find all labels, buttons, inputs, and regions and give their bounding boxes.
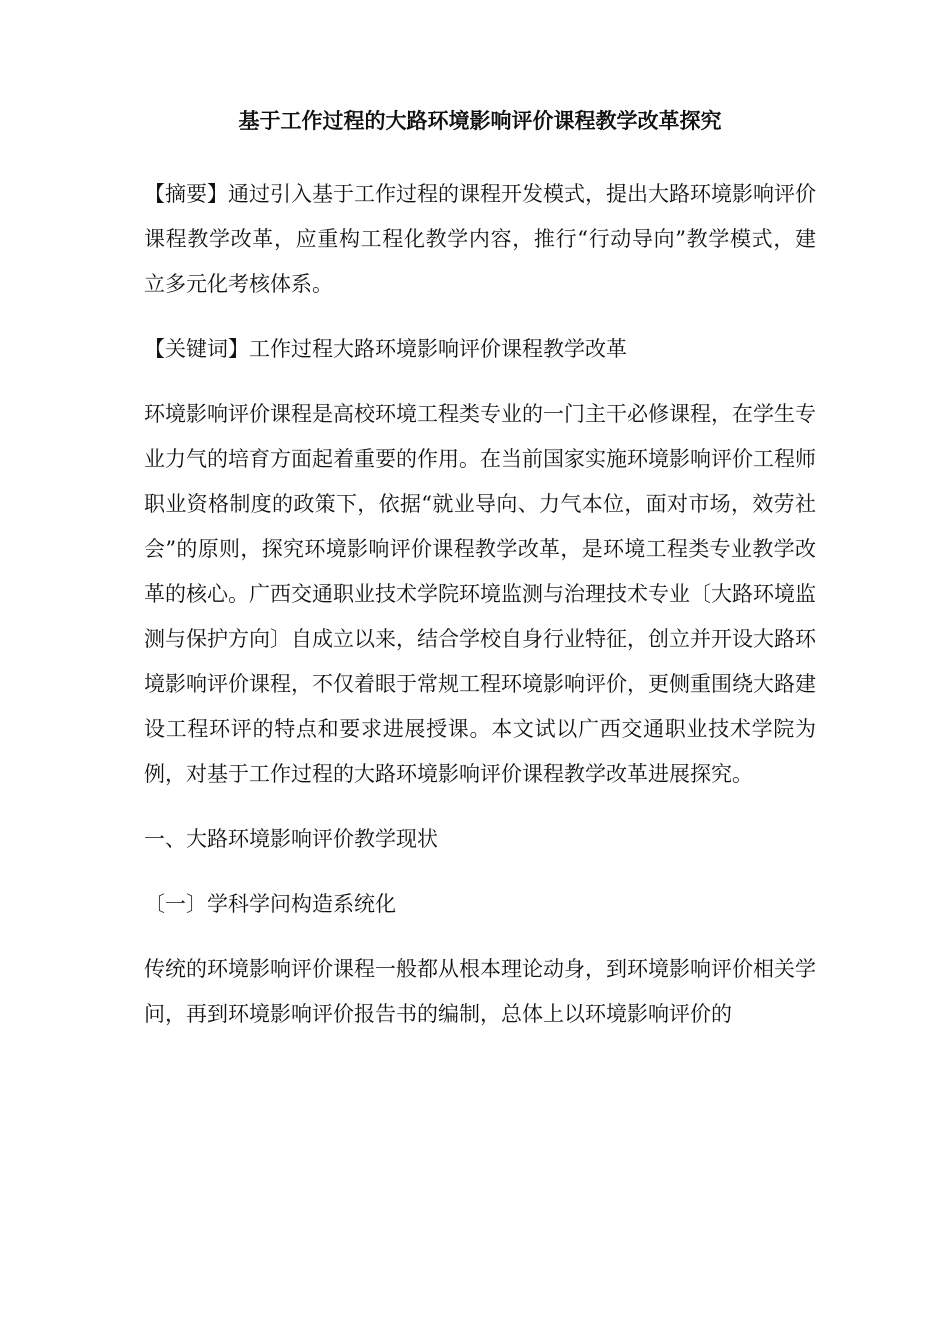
section-heading-1: 一、大路环境影响评价教学现状 [144, 827, 438, 851]
document-title: 基于工作过程的大路环境影响评价课程教学改革探究 [238, 108, 722, 133]
body-paragraph-1: 环境影响评价课程是高校环境工程类专业的一门主干必修课程，在学生专业力气的培育方面起着重要的作用。在当前国家实施环境影响评价工程师职业资格制度的政策下，依据“就业导向、力气本位，面对市场，效劳社会”的原则，探究环境影响评价课程教学改革，是环境工程类专业教学改革的核心。广西交通职业技术学院环境监测与治理技术专业〔大路环境监测与保护方向〕自成立以来，结合学校自身行业特征，创立并开设大路环境影响评价课程，不仅着眼于常规工程环境影响评价，更侧重围绕大路建设工程环评的特点和要求进展授课。本文试以广西交通职业技术学院为例，对基于工作过程的大路环境影响评价课程教学改革进展探究。 [144, 402, 816, 786]
document-page [144, 96, 816, 1037]
subsection-heading-1: 〔一〕学科学问构造系统化 [144, 892, 396, 916]
keywords-paragraph: 【关键词】工作过程大路环境影响评价课程教学改革 [144, 337, 627, 361]
abstract-paragraph: 【摘要】通过引入基于工作过程的课程开发模式，提出大路环境影响评价课程教学改革，应重构工程化教学内容，推行“行动导向”教学模式，建立多元化考核体系。 [144, 182, 816, 296]
body-paragraph-2: 传统的环境影响评价课程一般都从根本理论动身，到环境影响评价相关学问，再到环境影响评价报告书的编制，总体上以环境影响评价的 [144, 957, 816, 1026]
